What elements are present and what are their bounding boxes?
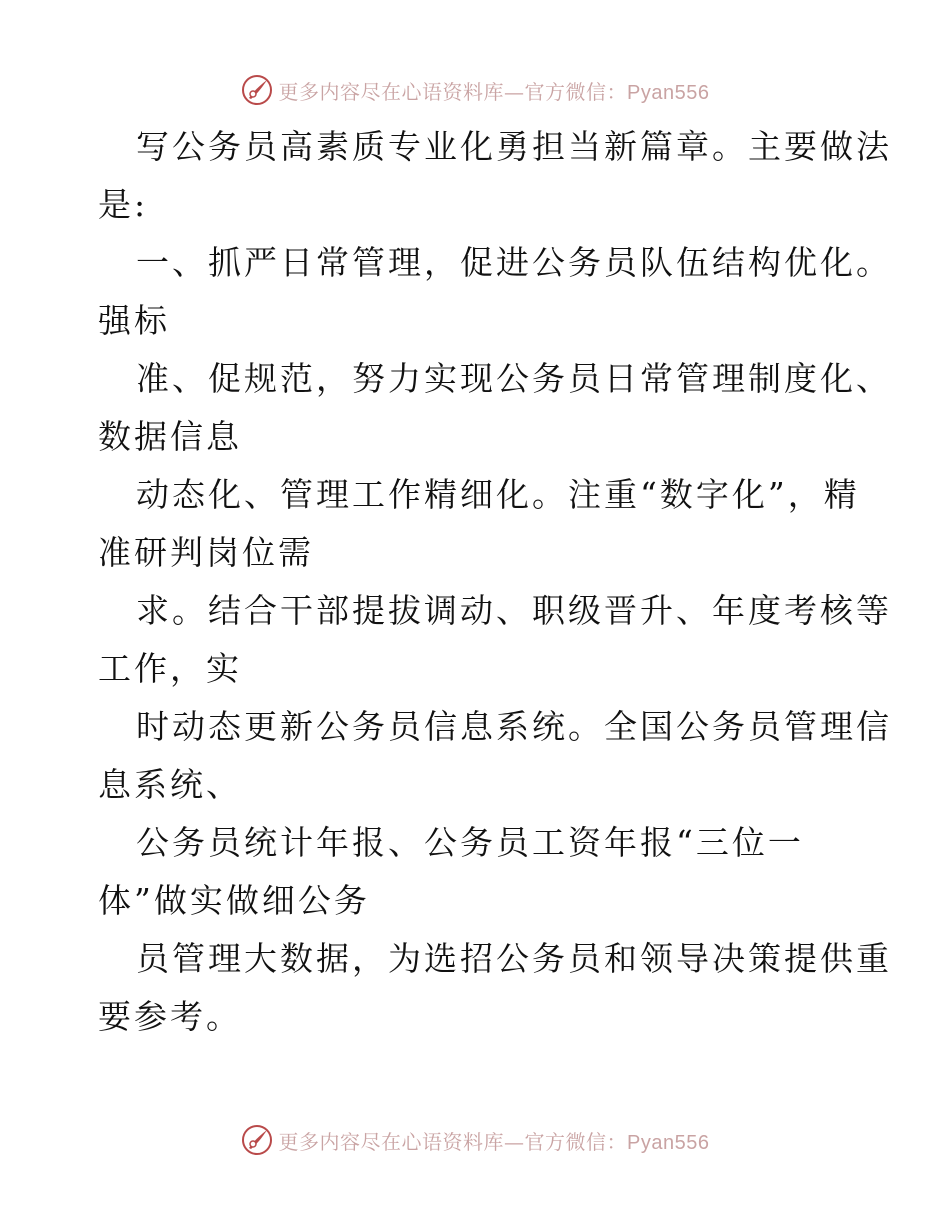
text-line: 公务员统计年报、公务员工资年报“三位一 [136,823,804,862]
text-line: 准研判岗位需 [98,533,314,572]
text-line: 要参考。 [98,997,242,1036]
text-line: 写公务员高素质专业化勇担当新篇章。主要做法 [136,127,892,166]
watermark-contact: Pyan556 [627,1131,710,1154]
text-line: 数据信息 [98,417,242,456]
text-line: 动态化、管理工作精细化。注重“数字化”，精 [136,475,860,514]
text-line: 是: [98,185,149,224]
text-line: 强标 [98,301,170,340]
watermark-text: 更多内容尽在心语资料库—官方微信：Pyan556 [278,1129,710,1154]
quill-seal-icon [241,1124,273,1156]
document-body [98,118,892,1046]
text-line: 工作，实 [98,649,242,688]
text-line: 求。结合干部提拔调动、职级晋升、年度考核等 [136,591,892,630]
watermark-text: 更多内容尽在心语资料库—官方微信：Pyan556 [278,79,710,104]
text-line: 准、促规范，努力实现公务员日常管理制度化、 [136,359,892,398]
text-line: 一、抓严日常管理，促进公务员队伍结构优化。 [136,243,892,282]
header-watermark [0,72,950,108]
text-line: 员管理大数据，为选招公务员和领导决策提供重 [136,939,892,978]
text-line: 息系统、 [98,765,242,804]
text-line: 时动态更新公务员信息系统。全国公务员管理信 [136,707,892,746]
watermark-contact: Pyan556 [627,81,710,104]
text-line: 体”做实做细公务 [98,881,370,920]
quill-seal-icon [241,74,273,106]
footer-watermark [0,1122,950,1158]
